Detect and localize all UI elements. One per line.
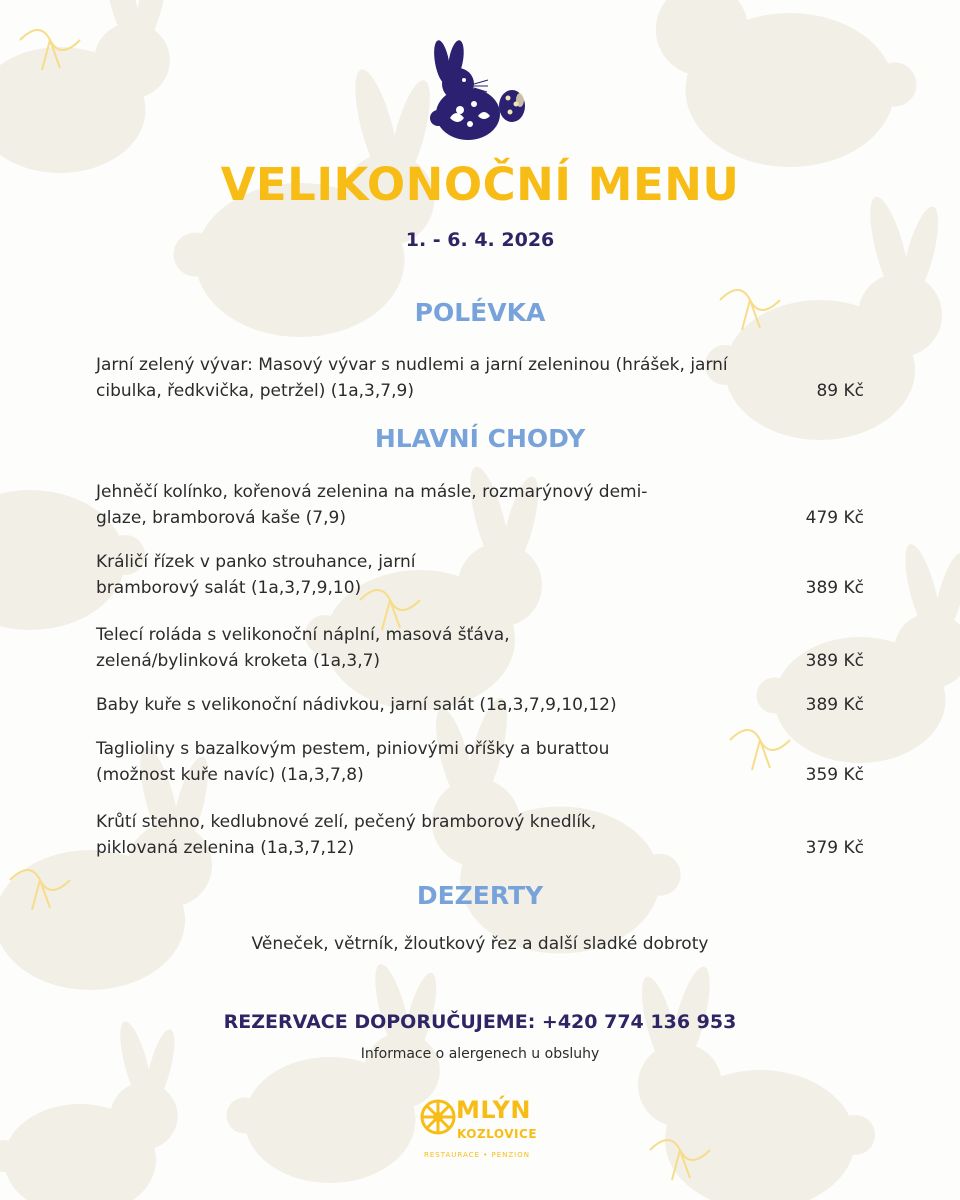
menu-item-price: 389 Kč <box>805 578 864 598</box>
easter-bunny-icon <box>430 38 530 142</box>
menu-item-price: 379 Kč <box>805 838 864 858</box>
dessert-text: Věneček, větrník, žloutkový řez a další sladké dobroty <box>251 934 709 954</box>
brand-name: MLÝN <box>456 1096 531 1124</box>
menu-item-price: 359 Kč <box>805 765 864 785</box>
menu-item-name: Telecí roláda s velikonoční náplní, masová šťáva, zelená/bylinková kroketa (1a,3,7) <box>96 625 510 671</box>
menu-item-name: Taglioliny s bazalkovým pestem, piniovými oříšky a burattou (možnost kuře navíc) (1a,3,7,8) <box>96 739 610 785</box>
menu-item-name: Krůtí stehno, kedlubnové zelí, pečený bramborový knedlík, piklovaná zelenina (1a,3,7,12) <box>96 812 597 858</box>
brand-tagline: RESTAURACE • PENZION <box>424 1151 530 1159</box>
section-heading-soup: POLÉVKA <box>414 298 546 327</box>
menu-item-name: Králičí řízek v panko strouhance, jarní bramborový salát (1a,3,7,9,10) <box>96 552 416 598</box>
menu-item-name: Baby kuře s velikonoční nádivkou, jarní salát (1a,3,7,9,10,12) <box>96 695 617 715</box>
menu-item <box>96 736 864 788</box>
menu-item <box>96 809 864 861</box>
menu-item <box>96 479 864 531</box>
menu-item <box>96 352 864 404</box>
section-heading-mains: HLAVNÍ CHODY <box>374 424 586 453</box>
mill-wheel-icon <box>420 1096 456 1138</box>
menu-item-price: 389 Kč <box>805 651 864 671</box>
menu-item <box>96 692 864 718</box>
section-heading-desserts: DEZERTY <box>416 881 544 910</box>
menu-item-name: Jarní zelený vývar: Masový vývar s nudlemi a jarní zeleninou (hrášek, jarní cibulka, ředkvička, petržel) (1a,3,7,9) <box>96 355 728 401</box>
menu-title: VELIKONOČNÍ MENU <box>220 158 740 211</box>
brand-place: KOZLOVICE <box>457 1127 538 1141</box>
reservation-phone[interactable]: REZERVACE DOPORUČUJEME: +420 774 136 953 <box>223 1011 737 1033</box>
menu-dates: 1. - 6. 4. 2026 <box>405 229 555 251</box>
menu-item-name: Jehněčí kolínko, kořenová zelenina na másle, rozmarýnový demi-glaze, bramborová kaše (7,9) <box>96 482 648 528</box>
brand-logo <box>420 1094 550 1164</box>
menu-item-price: 389 Kč <box>805 695 864 715</box>
allergen-note: Informace o alergenech u obsluhy <box>360 1046 600 1062</box>
menu-item <box>96 549 864 601</box>
menu-item-price: 479 Kč <box>805 508 864 528</box>
menu-item <box>96 622 864 674</box>
menu-item-price: 89 Kč <box>816 381 864 401</box>
